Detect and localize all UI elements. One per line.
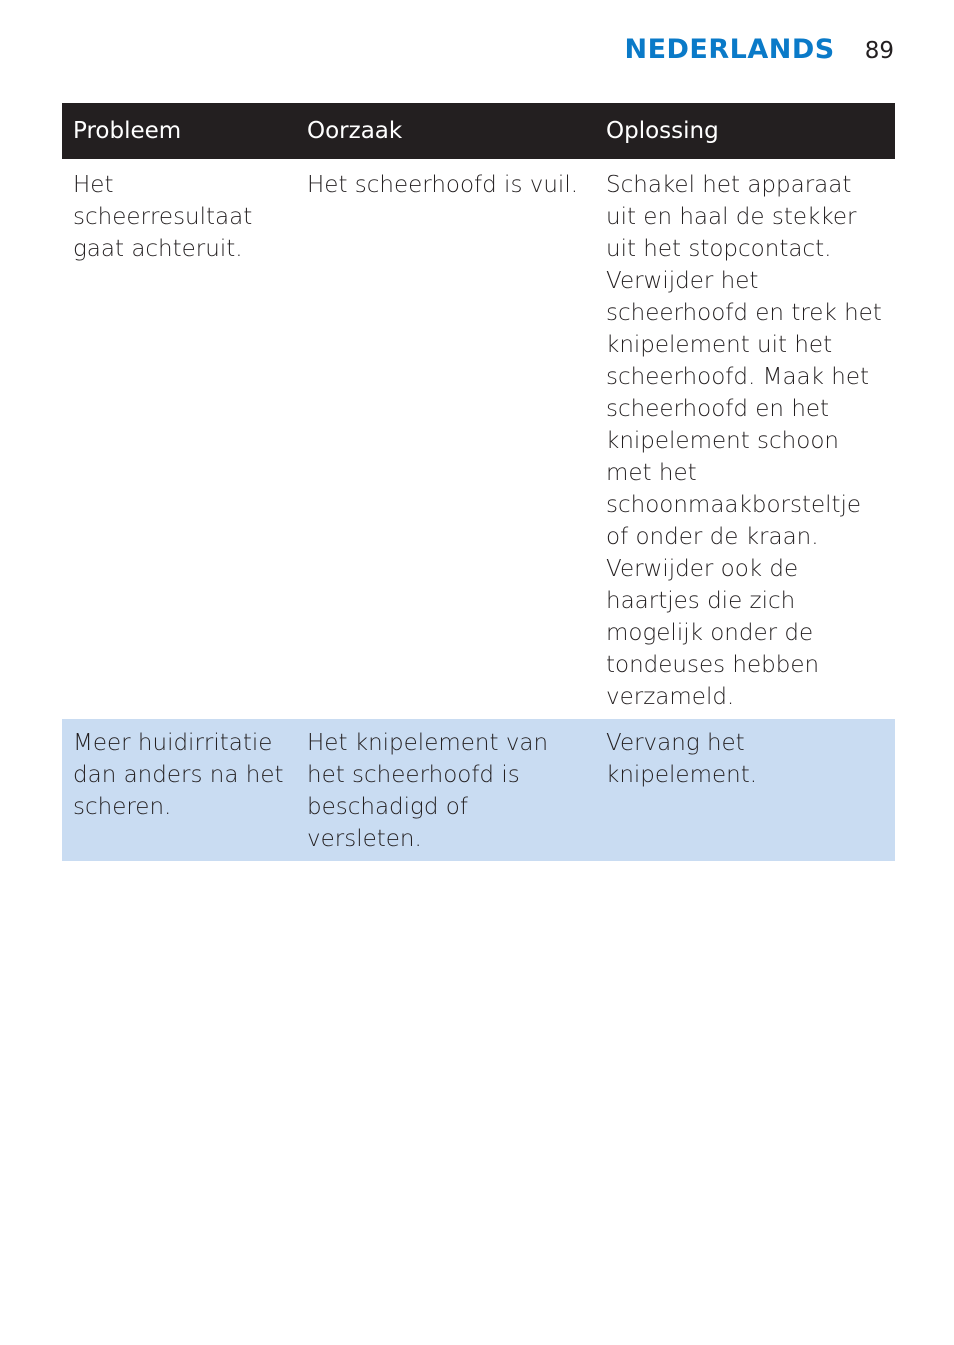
table-header-row bbox=[62, 103, 895, 159]
column-header-problem: Probleem bbox=[62, 103, 296, 159]
problem-cell: Het scheerresultaat gaat achteruit. bbox=[73, 172, 253, 262]
solution-cell: Vervang het knipelement. bbox=[595, 719, 895, 861]
troubleshooting-table bbox=[62, 103, 895, 861]
section-language-title: NEDERLANDS bbox=[624, 34, 835, 65]
page-number: 89 bbox=[864, 38, 894, 64]
column-header-solution: Oplossing bbox=[595, 103, 895, 159]
table-row bbox=[62, 159, 895, 719]
page-header bbox=[624, 34, 894, 65]
cause-cell: Het scheerhoofd is vuil. bbox=[307, 172, 579, 198]
column-header-cause: Oorzaak bbox=[296, 103, 595, 159]
solution-cell: Schakel het apparaat uit en haal de stekker uit het stopcontact. Verwijder het scheerhoofd en trek het knipelement uit het scheerhoofd. Maak het scheerhoofd en het knipelement schoon met het schoonmaakborsteltje of onder de kraan. Verwijder ook de haartjes die zich mogelijk onder de tondeuses hebben verzameld. bbox=[606, 172, 882, 710]
cause-cell: Het knipelement van het scheerhoofd is beschadigd of versleten. bbox=[296, 719, 595, 861]
table-row bbox=[62, 719, 895, 861]
problem-cell: Meer huidirritatie dan anders na het scheren. bbox=[62, 719, 296, 861]
